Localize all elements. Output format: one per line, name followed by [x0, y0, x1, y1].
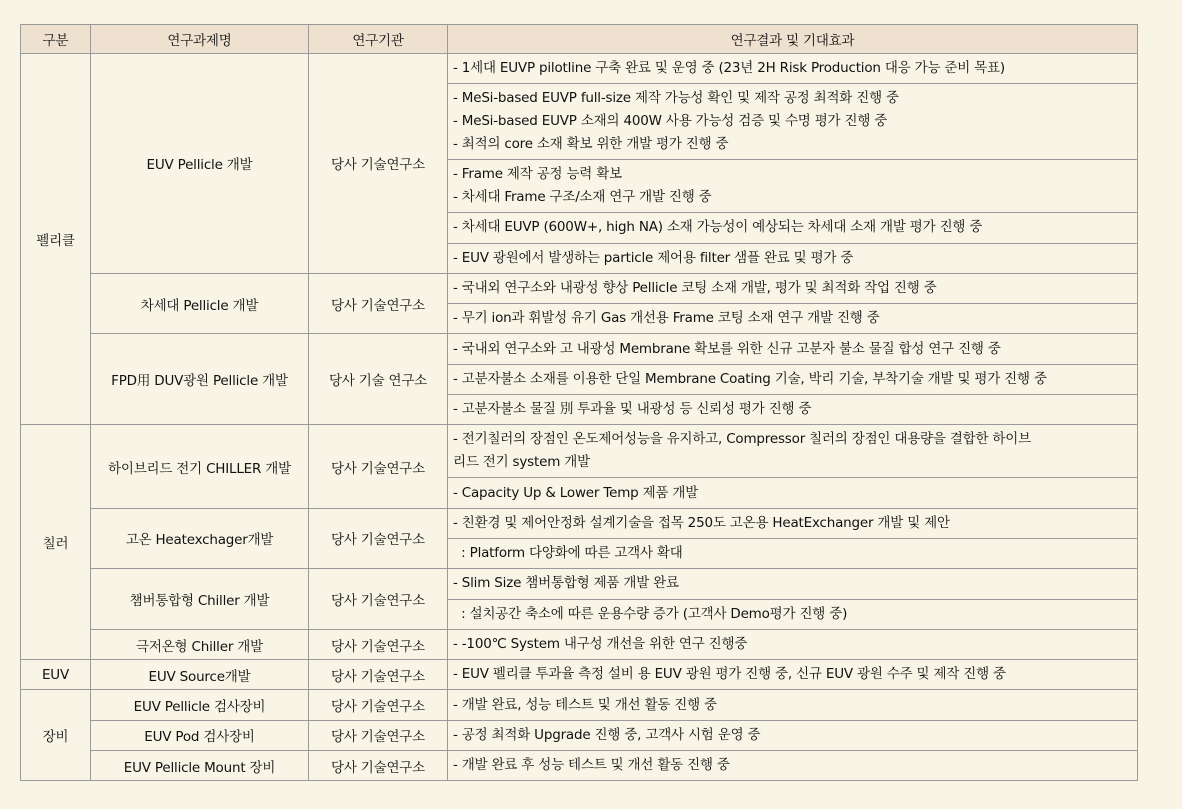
institution-cell: 당사 기술연구소 — [309, 569, 448, 630]
result-line: - -100℃ System 내구성 개선을 위한 연구 진행중 — [453, 636, 748, 652]
project-name-cell: EUV Source개발 — [91, 660, 309, 690]
result-line: - 차세대 Frame 구조/소재 연구 개발 진행 중 — [453, 189, 712, 206]
result-line: - 차세대 EUVP (600W+, high NA) 소재 가능성이 예상되는 차세대 소재 개발 평가 진행 중 — [453, 219, 983, 236]
result-cell — [448, 243, 1138, 273]
header-institution: 연구기관 — [309, 25, 448, 54]
table-row — [21, 425, 1138, 478]
project-name-cell: EUV Pod 검사장비 — [91, 720, 309, 750]
institution-cell: 당사 기술연구소 — [309, 425, 448, 508]
table-row — [21, 54, 1138, 84]
result-cell — [448, 395, 1138, 425]
result-line: - MeSi-based EUVP 소재의 400W 사용 가능성 검증 및 수명 평가 진행 중 — [453, 113, 888, 130]
result-cell — [448, 160, 1138, 213]
result-line: - MeSi-based EUVP full-size 제작 가능성 확인 및 제작 공정 최적화 진행 중 — [453, 90, 899, 107]
category-cell: 펠리클 — [21, 54, 91, 425]
category-cell: EUV — [21, 660, 91, 690]
result-cell — [448, 751, 1138, 781]
result-line: : Platform 다양화에 따른 고객사 확대 — [453, 545, 683, 562]
institution-cell: 당사 기술연구소 — [309, 751, 448, 781]
institution-cell: 당사 기술연구소 — [309, 690, 448, 720]
result-line: - 무기 ion과 휘발성 유기 Gas 개선용 Frame 코팅 소재 연구 개발 진행 중 — [453, 310, 880, 327]
result-cell — [448, 334, 1138, 364]
result-line: - 친환경 및 제어안정화 설계기술을 접목 250도 고온용 HeatExchanger 개발 및 제안 — [453, 514, 950, 531]
result-line: - Capacity Up & Lower Temp 제품 개발 — [453, 484, 699, 501]
project-name-cell: 극저온형 Chiller 개발 — [91, 629, 309, 659]
project-name-cell: EUV Pellicle Mount 장비 — [91, 751, 309, 781]
result-cell — [448, 273, 1138, 303]
institution-cell: 당사 기술 연구소 — [309, 334, 448, 425]
result-cell — [448, 84, 1138, 160]
table-row — [21, 751, 1138, 781]
result-line: 리드 전기 system 개발 — [453, 454, 590, 471]
header-category: 구분 — [21, 25, 91, 54]
research-table-wrapper — [20, 24, 1138, 781]
result-cell — [448, 629, 1138, 659]
project-name-cell: 차세대 Pellicle 개발 — [91, 273, 309, 334]
table-row — [21, 334, 1138, 364]
result-cell — [448, 690, 1138, 720]
result-line: - 전기칠러의 장점인 온도제어성능을 유지하고, Compressor 칠러의 장점인 대용량을 결합한 하이브 — [453, 431, 1031, 448]
project-name-cell: 하이브리드 전기 CHILLER 개발 — [91, 425, 309, 508]
table-row — [21, 690, 1138, 720]
result-cell — [448, 569, 1138, 599]
result-cell — [448, 660, 1138, 690]
result-cell — [448, 599, 1138, 629]
table-row — [21, 720, 1138, 750]
table-row — [21, 508, 1138, 538]
result-cell — [448, 720, 1138, 750]
category-cell: 장비 — [21, 690, 91, 781]
result-line: - 개발 완료, 성능 테스트 및 개선 활동 진행 중 — [453, 696, 717, 713]
result-cell — [448, 425, 1138, 478]
institution-cell: 당사 기술연구소 — [309, 629, 448, 659]
table-row — [21, 629, 1138, 659]
project-name-cell: EUV Pellicle 개발 — [91, 54, 309, 274]
table-row — [21, 569, 1138, 599]
result-line: - 공정 최적화 Upgrade 진행 중, 고객사 시험 운영 중 — [453, 726, 761, 743]
result-line: - EUV 광원에서 발생하는 particle 제어용 filter 샘플 완료 및 평가 중 — [453, 249, 854, 266]
header-project-name: 연구과제명 — [91, 25, 309, 54]
table-row — [21, 273, 1138, 303]
result-line: - 개발 완료 후 성능 테스트 및 개선 활동 진행 중 — [453, 757, 730, 774]
project-name-cell: EUV Pellicle 검사장비 — [91, 690, 309, 720]
project-name-cell: 고온 Heatexchager개발 — [91, 508, 309, 569]
result-line: - 국내외 연구소와 내광성 향상 Pellicle 코팅 소재 개발, 평가 및 최적화 작업 진행 중 — [453, 280, 937, 297]
research-table — [20, 24, 1138, 781]
header-results: 연구결과 및 기대효과 — [448, 25, 1138, 54]
result-line: - 1세대 EUVP pilotline 구축 완료 및 운영 중 (23년 2H Risk Production 대응 가능 준비 목표) — [453, 60, 1005, 77]
result-line: - 고분자불소 소재를 이용한 단일 Membrane Coating 기술, 박리 기술, 부착기술 개발 및 평가 진행 중 — [453, 370, 1047, 387]
institution-cell: 당사 기술연구소 — [309, 54, 448, 274]
project-name-cell: FPD用 DUV광원 Pellicle 개발 — [91, 334, 309, 425]
result-line: : 설치공간 축소에 따른 운용수량 증가 (고객사 Demo평가 진행 중) — [453, 605, 848, 622]
institution-cell: 당사 기술연구소 — [309, 660, 448, 690]
result-cell — [448, 478, 1138, 508]
category-cell: 칠러 — [21, 425, 91, 660]
result-line: - EUV 펠리클 투과율 측정 설비 용 EUV 광원 평가 진행 중, 신규 EUV 광원 수주 및 제작 진행 중 — [453, 666, 1006, 683]
table-row — [21, 660, 1138, 690]
result-line: - 국내외 연구소와 고 내광성 Membrane 확보를 위한 신규 고분자 불소 물질 합성 연구 진행 중 — [453, 340, 1001, 357]
result-line: - Slim Size 챔버통합형 제품 개발 완료 — [453, 575, 679, 592]
institution-cell: 당사 기술연구소 — [309, 508, 448, 569]
table-body — [21, 54, 1138, 781]
project-name-cell: 챔버통합형 Chiller 개발 — [91, 569, 309, 630]
result-cell — [448, 304, 1138, 334]
institution-cell: 당사 기술연구소 — [309, 273, 448, 334]
header-row — [21, 25, 1138, 54]
result-line: - 고분자불소 물질 別 투과율 및 내광성 등 신뢰성 평가 진행 중 — [453, 401, 812, 418]
result-line: - Frame 제작 공정 능력 확보 — [453, 166, 622, 183]
result-cell — [448, 508, 1138, 538]
result-cell — [448, 538, 1138, 568]
institution-cell: 당사 기술연구소 — [309, 720, 448, 750]
result-line: - 최적의 core 소재 확보 위한 개발 평가 진행 중 — [453, 136, 729, 153]
result-cell — [448, 54, 1138, 84]
result-cell — [448, 213, 1138, 243]
result-cell — [448, 364, 1138, 394]
